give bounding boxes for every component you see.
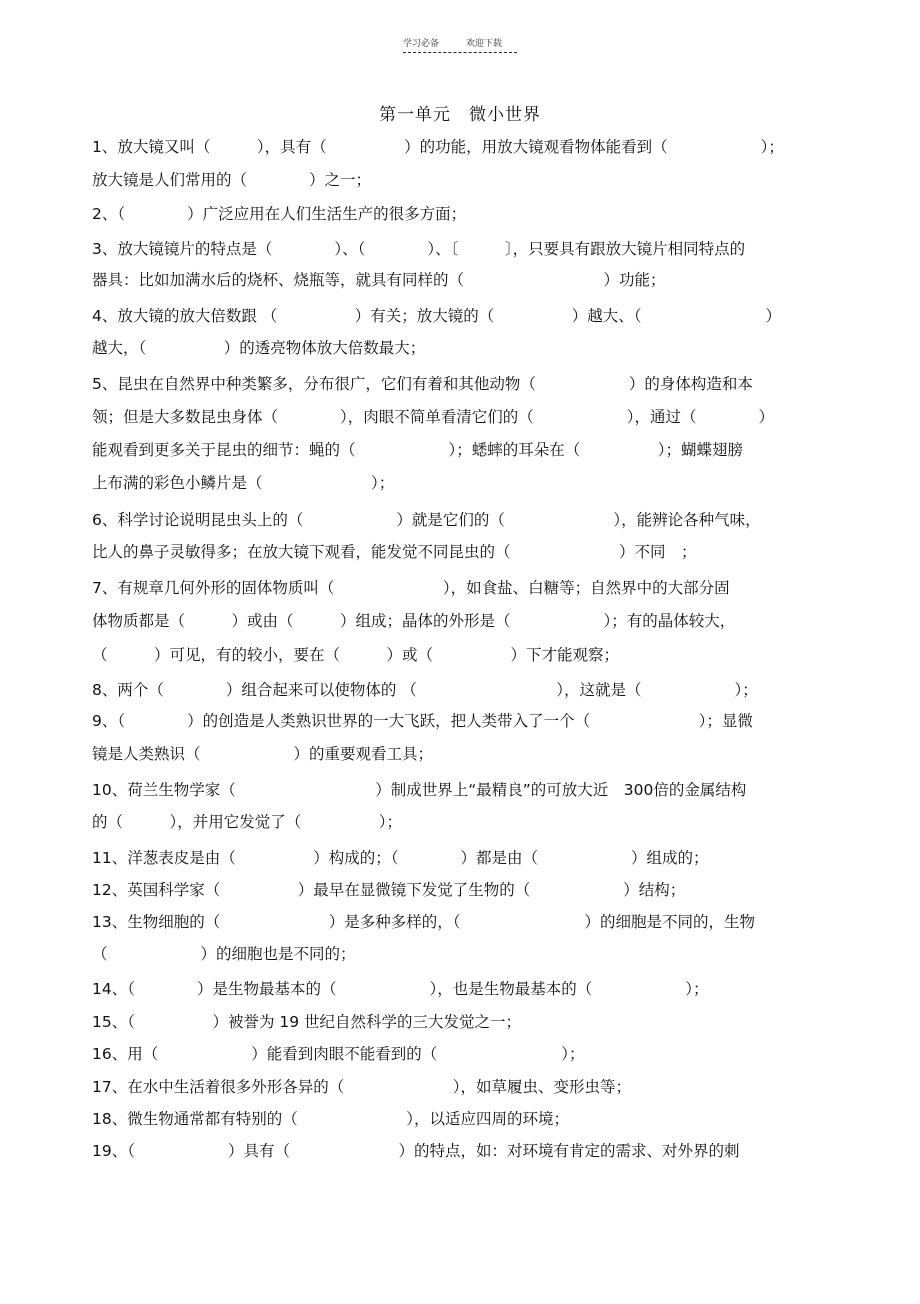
question-line: （ ）的细胞也是不同的； bbox=[92, 945, 356, 963]
question-line: 4、放大镜的放大倍数跟 （ ）有关；放大镜的（ ）越大、（ ） bbox=[92, 307, 782, 325]
header-right-text: 欢迎下载 bbox=[466, 39, 503, 49]
question-line: 体物质都是（ ）或由（ ）组成；晶体的外形是（ ）；有的晶体较大， bbox=[92, 612, 736, 630]
question-line: 14、（ ）是生物最基本的（ ），也是生物最基本的（ ）； bbox=[92, 980, 709, 998]
question-line: 15、（ ）被誉为 19 世纪自然科学的三大发觉之一； bbox=[92, 1013, 522, 1031]
question-line: 放大镜是人们常用的（ ）之一； bbox=[92, 171, 372, 189]
question-line: 19、（ ）具有（ ）的特点，如：对环境有肯定的需求、对外界的刺 bbox=[92, 1142, 740, 1160]
question-line: 18、微生物通常都有特别的（ ），以适应四周的环境； bbox=[92, 1110, 569, 1128]
question-line: 13、生物细胞的（ ）是多种多样的，（ ）的细胞是不同的，生物 bbox=[92, 913, 755, 931]
header-divider bbox=[403, 52, 517, 53]
question-line: 17、在水中生活着很多外形各异的（ ），如草履虫、变形虫等； bbox=[92, 1078, 631, 1096]
page-header bbox=[403, 36, 502, 49]
question-line: 6、科学讨论说明昆虫头上的（ ）就是它们的（ ），能辨论各种气味， bbox=[92, 511, 761, 529]
question-line: 10、荷兰生物学家（ ）制成世界上“最精良”的可放大近 300倍的金属结构 bbox=[92, 781, 747, 799]
question-line: 镜是人类熟识（ ）的重要观看工具； bbox=[92, 745, 434, 763]
question-line: 能观看到更多关于昆虫的细节：蝇的（ ）；蟋蟀的耳朵在（ ）；蝴蝶翅膀 bbox=[92, 441, 744, 459]
question-line: 器具：比如加满水后的烧杯、烧瓶等，就具有同样的（ ）功能； bbox=[92, 271, 666, 289]
header-left-text: 学习必备 bbox=[403, 39, 440, 49]
question-line: 5、昆虫在自然界中种类繁多，分布很广，它们有着和其他动物（ ）的身体构造和本 bbox=[92, 375, 753, 393]
question-line: 上布满的彩色小鳞片是（ ）； bbox=[92, 474, 395, 492]
page-title: 第一单元 微小世界 bbox=[379, 105, 541, 125]
question-line: 领；但是大多数昆虫身体（ ），肉眼不简单看清它们的（ ），通过（ ） bbox=[92, 408, 775, 426]
question-line: 9、（ ）的创造是人类熟识世界的一大飞跃，把人类带入了一个（ ）；显微 bbox=[92, 712, 753, 730]
question-line: 的（ ），并用它发觉了（ ）； bbox=[92, 813, 403, 831]
question-line: 8、两个（ ）组合起来可以使物体的 （ ），这就是（ ）； bbox=[92, 681, 758, 699]
question-line: 12、英国科学家（ ）最早在显微镜下发觉了生物的（ ）结构； bbox=[92, 881, 686, 899]
question-line: 比人的鼻子灵敏得多；在放大镜下观看，能发觉不同昆虫的（ ）不同 ； bbox=[92, 543, 697, 561]
question-line: 1、放大镜又叫（ ），具有（ ）的功能，用放大镜观看物体能看到（ ）； bbox=[92, 138, 784, 156]
question-line: 3、放大镜镜片的特点是（ ）、（ ）、〔 〕，只要具有跟放大镜片相同特点的 bbox=[92, 240, 746, 258]
question-line: 越大，（ ）的透亮物体放大倍数最大； bbox=[92, 339, 426, 357]
question-line: 16、用（ ）能看到肉眼不能看到的（ ）； bbox=[92, 1045, 585, 1063]
question-line: 7、有规章几何外形的固体物质叫（ ），如食盐、白糖等；自然界中的大部分固 bbox=[92, 579, 730, 597]
question-line: 2、（ ）广泛应用在人们生活生产的很多方面； bbox=[92, 205, 467, 223]
question-line: 11、洋葱表皮是由（ ）构成的；（ ）都是由（ ）组成的； bbox=[92, 849, 709, 867]
question-line: （ ）可见，有的较小，要在（ ）或（ ）下才能观察； bbox=[92, 646, 620, 664]
